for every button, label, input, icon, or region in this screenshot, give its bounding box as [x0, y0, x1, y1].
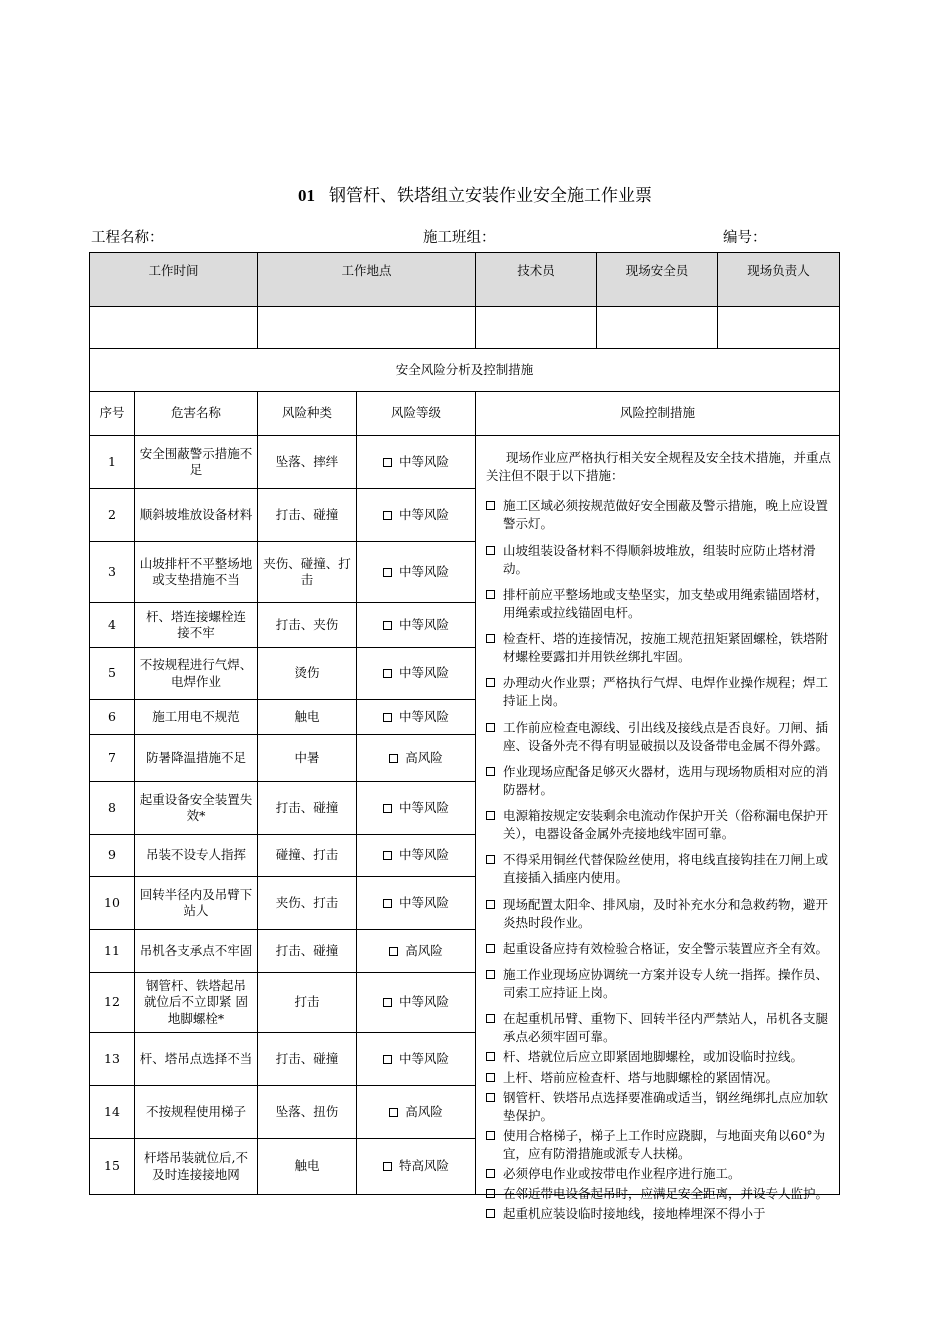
- control-measure-item: 作业现场应配备足够灭火器材，选用与现场物质相对应的消防器材。: [486, 763, 833, 799]
- row-hazard: 吊装不设专人指挥: [135, 835, 258, 877]
- row-risk-type: 打击、碰撞: [258, 930, 357, 973]
- row-seq: 3: [90, 542, 135, 603]
- col-hazard: 危害名称: [135, 392, 258, 436]
- checkbox-icon[interactable]: [486, 723, 495, 732]
- checkbox-icon[interactable]: [383, 713, 392, 722]
- control-measure-item: 起重设备应持有效检验合格证，安全警示装置应齐全有效。: [486, 940, 833, 958]
- checkbox-icon[interactable]: [383, 998, 392, 1007]
- control-measure-item: 不得采用铜丝代替保险丝使用，将电线直接钩挂在刀闸上或直接插入插座内使用。: [486, 851, 833, 887]
- checkbox-icon[interactable]: [486, 1052, 495, 1061]
- row-seq: 8: [90, 782, 135, 835]
- checkbox-icon[interactable]: [486, 1014, 495, 1023]
- row-hazard: 杆、塔连接螺栓连 接不牢: [135, 603, 258, 648]
- row-risk-type: 烫伤: [258, 648, 357, 700]
- checkbox-icon[interactable]: [486, 1209, 495, 1218]
- checkbox-icon[interactable]: [486, 1093, 495, 1102]
- row-seq: 2: [90, 489, 135, 542]
- row-hazard: 安全围蔽警示措施不足: [135, 436, 258, 489]
- safety-officer-field[interactable]: [597, 307, 718, 349]
- row-seq: 11: [90, 930, 135, 973]
- row-risk-type: 打击: [258, 973, 357, 1033]
- row-risk-level: 中等风险: [357, 877, 476, 930]
- row-hazard: 起重设备安全装置失效*: [135, 782, 258, 835]
- row-risk-type: 打击、碰撞: [258, 489, 357, 542]
- control-measure-item: 在邻近带电设备起吊时，应满足安全距离，并设专人监护。: [486, 1185, 833, 1203]
- col-seq: 序号: [90, 392, 135, 436]
- row-risk-type: 打击、碰撞: [258, 782, 357, 835]
- control-measure-item: 工作前应检查电源线、引出线及接线点是否良好。刀闸、插座、设备外壳不得有明显破损以及设备带电金属不得外露。: [486, 719, 833, 755]
- checkbox-icon[interactable]: [486, 546, 495, 555]
- risk-row: [90, 436, 840, 489]
- checkbox-icon[interactable]: [383, 899, 392, 908]
- row-risk-level: 中等风险: [357, 542, 476, 603]
- measures-intro: 现场作业应严格执行相关安全规程及安全技术措施，并重点关注但不限于以下措施：: [486, 450, 832, 484]
- row-seq: 4: [90, 603, 135, 648]
- row-seq: 9: [90, 835, 135, 877]
- checkbox-icon[interactable]: [389, 1108, 398, 1117]
- row-hazard: 回转半径内及吊臂下站人: [135, 877, 258, 930]
- control-measure-item: 施工作业现场应协调统一方案并设专人统一指挥。操作员、司索工应持证上岗。: [486, 966, 833, 1002]
- checkbox-icon[interactable]: [486, 855, 495, 864]
- control-measure-item: 钢管杆、铁塔吊点选择要准确或适当，钢丝绳绑扎点应加软垫保护。: [486, 1089, 833, 1125]
- checkbox-icon[interactable]: [486, 678, 495, 687]
- row-hazard: 不按规程使用梯子: [135, 1086, 258, 1139]
- row-hazard: 杆、塔吊点选择不当: [135, 1033, 258, 1086]
- row-hazard: 吊机各支承点不牢固: [135, 930, 258, 973]
- control-measure-item: 起重机应装设临时接地线，接地棒埋深不得小于: [486, 1205, 833, 1223]
- row-risk-level: 高风险: [357, 1086, 476, 1139]
- row-risk-type: 打击、夹伤: [258, 603, 357, 648]
- checkbox-icon[interactable]: [486, 811, 495, 820]
- checkbox-icon[interactable]: [383, 1162, 392, 1171]
- section-title: 安全风险分析及控制措施: [90, 349, 840, 392]
- checkbox-icon[interactable]: [486, 1169, 495, 1178]
- row-hazard: 杆塔吊装就位后,不及时连接接地网: [135, 1139, 258, 1195]
- row-risk-level: 中等风险: [357, 1033, 476, 1086]
- row-risk-level: 中等风险: [357, 489, 476, 542]
- checkbox-icon[interactable]: [486, 1131, 495, 1140]
- work-ticket-table: [89, 252, 840, 1222]
- row-risk-level: 中等风险: [357, 648, 476, 700]
- row-risk-level: 中等风险: [357, 973, 476, 1033]
- row-risk-type: 坠落、扭伤: [258, 1086, 357, 1139]
- team-label: 施工班组：: [423, 230, 496, 246]
- control-measure-item: 办理动火作业票；严格执行气焊、电焊作业操作规程；焊工持证上岗。: [486, 674, 833, 710]
- row-risk-type: 碰撞、打击: [258, 835, 357, 877]
- checkbox-icon[interactable]: [383, 458, 392, 467]
- control-measure-item: 上杆、塔前应检查杆、塔与地脚螺栓的紧固情况。: [486, 1069, 833, 1087]
- checkbox-icon[interactable]: [486, 1189, 495, 1198]
- row-risk-level: 中等风险: [357, 436, 476, 489]
- row-hazard: 防暑降温措施不足: [135, 735, 258, 782]
- row-hazard: 不按规程进行气焊、电焊作业: [135, 648, 258, 700]
- checkbox-icon[interactable]: [389, 947, 398, 956]
- row-hazard: 钢管杆、铁塔起吊 就位后不立即紧 固地脚螺栓*: [135, 973, 258, 1033]
- row-seq: 7: [90, 735, 135, 782]
- col-type: 风险种类: [258, 392, 357, 436]
- row-risk-level: 中等风险: [357, 700, 476, 735]
- control-measure-item: 在起重机吊臂、重物下、回转半径内严禁站人，吊机各支腿承点必须牢固可靠。: [486, 1010, 833, 1046]
- col-level: 风险等级: [357, 392, 476, 436]
- control-measures-cell: [476, 436, 840, 1222]
- checkbox-icon[interactable]: [383, 1055, 392, 1064]
- checkbox-icon[interactable]: [486, 501, 495, 510]
- row-seq: 6: [90, 700, 135, 735]
- control-measure-item: 现场配置太阳伞、排风扇，及时补充水分和急救药物，避开炎热时段作业。: [486, 896, 833, 932]
- checkbox-icon[interactable]: [486, 1073, 495, 1082]
- checkbox-icon[interactable]: [486, 767, 495, 776]
- project-name-label: 工程名称：: [91, 230, 164, 246]
- checkbox-icon[interactable]: [486, 634, 495, 643]
- checkbox-icon[interactable]: [383, 511, 392, 520]
- serial-label: 编号：: [723, 230, 767, 246]
- row-hazard: 顺斜坡堆放设备材料: [135, 489, 258, 542]
- header-work-location: 工作地点: [258, 253, 476, 307]
- row-hazard: 山坡排杆不平整场地或支垫措施不当: [135, 542, 258, 603]
- row-seq: 14: [90, 1086, 135, 1139]
- checkbox-icon[interactable]: [383, 568, 392, 577]
- header-work-time: 工作时间: [90, 253, 258, 307]
- row-risk-type: 打击、碰撞: [258, 1033, 357, 1086]
- control-measure-item: 电源箱按规定安装剩余电流动作保护开关（俗称漏电保护开关），电器设备金属外壳接地线牢固可靠。: [486, 807, 833, 843]
- checkbox-icon[interactable]: [486, 970, 495, 979]
- row-seq: 1: [90, 436, 135, 489]
- control-measure-item: 使用合格梯子，梯子上工作时应跷脚，与地面夹角以60°为宜，应有防滑措施或派专人扶梯。: [486, 1127, 833, 1163]
- row-risk-type: 触电: [258, 1139, 357, 1195]
- checkbox-icon[interactable]: [383, 669, 392, 678]
- header-technician: 技术员: [476, 253, 597, 307]
- checkbox-icon[interactable]: [486, 944, 495, 953]
- row-risk-level: 特高风险: [357, 1139, 476, 1195]
- checkbox-icon[interactable]: [486, 590, 495, 599]
- site-leader-field[interactable]: [718, 307, 840, 349]
- technician-field[interactable]: [476, 307, 597, 349]
- col-measures: 风险控制措施: [476, 392, 840, 436]
- control-measure-item: 施工区域必须按规范做好安全围蔽及警示措施，晚上应设置警示灯。: [486, 497, 833, 533]
- row-seq: 15: [90, 1139, 135, 1195]
- work-time-field[interactable]: [90, 307, 258, 349]
- checkbox-icon[interactable]: [383, 621, 392, 630]
- control-measure-item: 必须停电作业或按带电作业程序进行施工。: [486, 1165, 833, 1183]
- control-measure-item: 山坡组装设备材料不得顺斜坡堆放，组装时应防止塔材滑动。: [486, 542, 833, 578]
- row-risk-type: 触电: [258, 700, 357, 735]
- checkbox-icon[interactable]: [383, 851, 392, 860]
- control-measure-item: 排杆前应平整场地或支垫坚实，加支垫或用绳索锚固塔材，用绳索或拉线锚固电杆。: [486, 586, 833, 622]
- row-risk-type: 中暑: [258, 735, 357, 782]
- row-seq: 12: [90, 973, 135, 1033]
- checkbox-icon[interactable]: [389, 754, 398, 763]
- control-measure-item: 杆、塔就位后应立即紧固地脚螺栓，或加设临时拉线。: [486, 1048, 833, 1066]
- row-risk-level: 中等风险: [357, 835, 476, 877]
- row-risk-type: 夹伤、打击: [258, 877, 357, 930]
- row-risk-type: 坠落、摔绊: [258, 436, 357, 489]
- work-location-field[interactable]: [258, 307, 476, 349]
- row-seq: 5: [90, 648, 135, 700]
- header-safety-officer: 现场安全员: [597, 253, 718, 307]
- header-site-leader: 现场负责人: [718, 253, 840, 307]
- control-measure-item: 检查杆、塔的连接情况，按施工规范扭矩紧固螺栓，铁塔附材螺栓要露扣并用铁丝绑扎牢固。: [486, 630, 833, 666]
- checkbox-icon[interactable]: [383, 804, 392, 813]
- row-risk-level: 中等风险: [357, 782, 476, 835]
- row-risk-level: 高风险: [357, 930, 476, 973]
- row-seq: 13: [90, 1033, 135, 1086]
- row-seq: 10: [90, 877, 135, 930]
- row-risk-type: 夹伤、碰撞、打击: [258, 542, 357, 603]
- checkbox-icon[interactable]: [486, 900, 495, 909]
- row-risk-level: 高风险: [357, 735, 476, 782]
- row-risk-level: 中等风险: [357, 603, 476, 648]
- page-title: 01 钢管杆、铁塔组立安装作业安全施工作业票: [298, 186, 652, 206]
- row-hazard: 施工用电不规范: [135, 700, 258, 735]
